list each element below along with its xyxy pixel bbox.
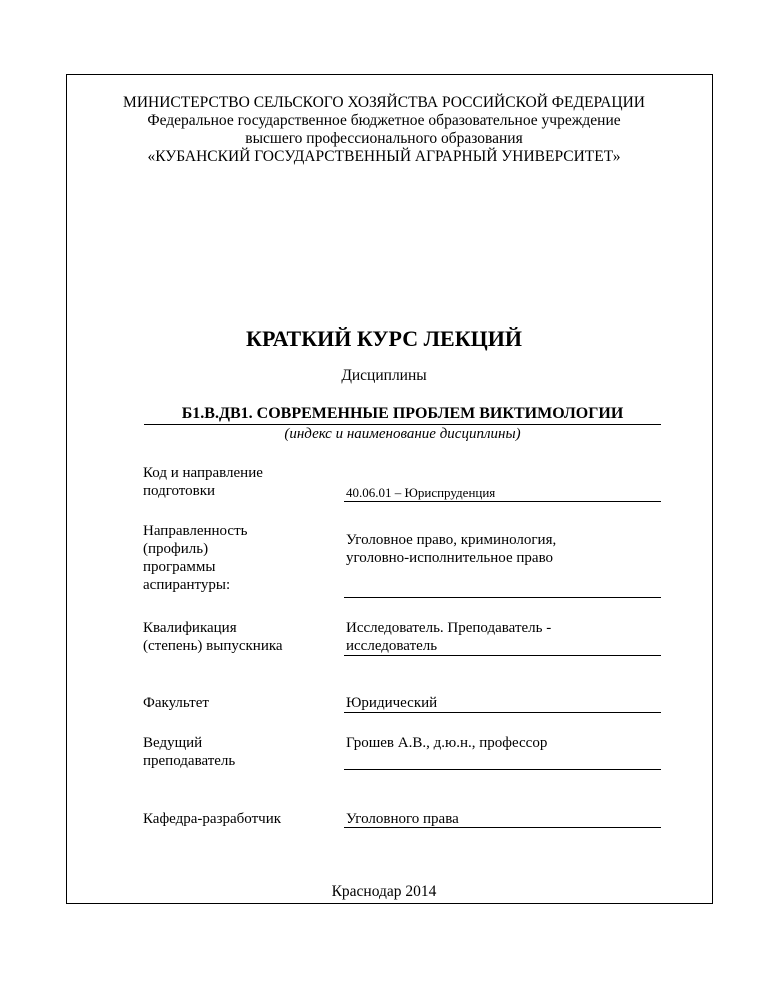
profile-value-line: Уголовное право, криминология, — [346, 532, 557, 548]
profile-value-line: уголовно-исполнительное право — [346, 550, 554, 566]
qualification-value-line: исследователь — [346, 638, 438, 654]
place-and-year: Краснодар 2014 — [331, 883, 437, 900]
header-education-level: высшего профессионального образования — [245, 130, 523, 147]
lecturer-underline — [344, 769, 661, 770]
lecturer-value: Грошев А.В., д.ю.н., профессор — [346, 735, 548, 751]
qualification-label-line: Квалификация — [143, 620, 237, 636]
profile-label-line: Направленность — [143, 523, 248, 539]
profile-label-line: (профиль) — [143, 541, 209, 557]
header-ministry: МИНИСТЕРСТВО СЕЛЬСКОГО ХОЗЯЙСТВА РОССИЙСКОЙ ФЕДЕРАЦИИ — [123, 94, 645, 111]
qualification-value — [346, 619, 661, 655]
discipline-note: (индекс и наименование дисциплины) — [284, 426, 521, 442]
profile-label — [143, 522, 338, 594]
profile-underline — [344, 597, 661, 598]
direction-underline — [344, 501, 661, 502]
discipline-name: Б1.В.ДВ1. СОВРЕМЕННЫЕ ПРОБЛЕМ ВИКТИМОЛОГИИ — [144, 404, 661, 425]
department-underline — [344, 827, 661, 828]
discipline-caption: Дисциплины — [341, 367, 427, 384]
faculty-underline — [344, 712, 661, 713]
lecturer-label — [143, 734, 338, 770]
qualification-underline — [344, 655, 661, 656]
qualification-label — [143, 619, 338, 655]
department-label: Кафедра-разработчик — [143, 811, 282, 827]
faculty-value: Юридический — [346, 695, 438, 711]
lecturer-label-line: Ведущий — [143, 735, 203, 751]
profile-label-line: аспирантуры: — [143, 577, 231, 593]
header-institution-type: Федеральное государственное бюджетное образовательное учреждение — [147, 112, 621, 129]
direction-value: 40.06.01 – Юриспруденция — [346, 485, 496, 500]
lecturer-label-line: преподаватель — [143, 753, 236, 769]
direction-label-line: Код и направление — [143, 465, 263, 481]
qualification-value-line: Исследователь. Преподаватель - — [346, 620, 552, 636]
department-value: Уголовного права — [346, 811, 459, 827]
direction-label — [143, 464, 338, 500]
qualification-label-line: (степень) выпускника — [143, 638, 283, 654]
profile-label-line: программы — [143, 559, 216, 575]
header-university: «КУБАНСКИЙ ГОСУДАРСТВЕННЫЙ АГРАРНЫЙ УНИВЕРСИТЕТ» — [147, 148, 621, 165]
faculty-label: Факультет — [143, 695, 209, 711]
document-title: КРАТКИЙ КУРС ЛЕКЦИЙ — [246, 326, 522, 351]
direction-label-line: подготовки — [143, 483, 216, 499]
profile-value — [346, 531, 661, 567]
